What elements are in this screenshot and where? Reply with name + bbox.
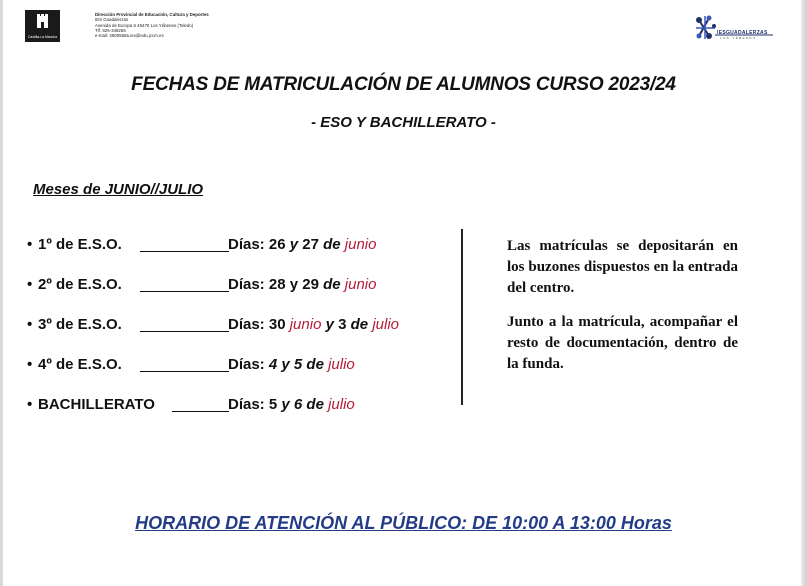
fill-line	[140, 356, 229, 372]
page-subtitle: - ESO Y BACHILLERATO -	[311, 114, 496, 131]
days-label: Días:	[228, 356, 265, 373]
preposition: de	[306, 396, 324, 413]
conjunction: y	[281, 396, 290, 413]
day-number: 3	[338, 316, 347, 333]
school-logo-subtitle: LOS YÉBENES	[720, 36, 757, 40]
month-name: junio	[344, 276, 377, 293]
preposition: de	[350, 316, 369, 333]
fill-line	[140, 236, 229, 252]
preposition: de	[323, 276, 341, 293]
conjunction: y	[289, 276, 299, 293]
school-info	[95, 12, 209, 38]
info-line: IES Guadalerzas	[95, 17, 129, 23]
bullet-icon: •	[27, 396, 33, 413]
month-name: junio	[344, 236, 377, 253]
day-number: 29	[302, 276, 319, 293]
preposition: de	[323, 236, 341, 253]
dates	[228, 356, 355, 373]
column-divider	[461, 229, 463, 405]
dates	[228, 316, 399, 333]
regional-logo-caption: Castilla-La Mancha	[27, 35, 58, 39]
school-logo-name: IESGUADALERZAS	[717, 30, 768, 36]
day-number: 5	[268, 396, 278, 413]
schedule-row	[27, 316, 447, 356]
dates	[228, 236, 376, 253]
info-line: e-mail: 45005555.ies@edu.jccm.es	[95, 33, 164, 39]
course-level: 1º de E.S.O.	[38, 236, 122, 253]
info-line: Dirección Provincial de Educación, Cultura y Deportes	[95, 12, 209, 17]
castle-icon	[34, 14, 51, 29]
day-number: 28	[268, 276, 286, 293]
preposition: de	[306, 356, 324, 373]
course-level: 3º de E.S.O.	[38, 316, 122, 333]
schedule-row	[27, 396, 447, 436]
fill-line	[172, 396, 229, 412]
bullet-icon: •	[27, 276, 33, 293]
days-label: Días:	[228, 316, 265, 333]
info-line: Tlf: 925-348265	[95, 27, 126, 33]
day-number: 6	[293, 396, 303, 413]
day-number: 30	[268, 316, 286, 333]
schedule-row	[27, 356, 447, 396]
regional-logo	[25, 10, 60, 42]
fill-line	[140, 276, 229, 292]
note-deposit: Las matrículas se depositarán en los buzones dispuestos en la entrada del centro.	[507, 238, 738, 296]
note-documents: Junto a la matrícula, acompañar el resto de documentación, dentro de la funda.	[507, 314, 738, 372]
dates	[228, 276, 376, 293]
month-name: julio	[328, 396, 355, 413]
dates	[228, 396, 355, 413]
days-label: Días:	[228, 396, 265, 413]
day-number: 5	[293, 356, 303, 373]
office-hours: HORARIO DE ATENCIÓN AL PÚBLICO: DE 10:00 A 13:00 Horas	[135, 513, 672, 533]
fill-line	[140, 316, 229, 332]
bullet-icon: •	[27, 236, 33, 253]
day-number: 27	[302, 236, 319, 253]
conjunction: y	[281, 356, 290, 373]
bullet-icon: •	[27, 356, 33, 373]
info-line: Avenida de Europa 6 45470 Los Yébenes (Toledo)	[95, 22, 194, 28]
month-name: julio	[372, 316, 399, 333]
page-title: FECHAS DE MATRICULACIÓN DE ALUMNOS CURSO 2023/24	[131, 74, 676, 95]
days-label: Días:	[228, 276, 265, 293]
course-level: 2º de E.S.O.	[38, 276, 122, 293]
course-level: 4º de E.S.O.	[38, 356, 122, 373]
month-name: julio	[328, 356, 355, 373]
day-number: 4	[268, 356, 278, 373]
month-name: junio	[289, 316, 322, 333]
days-label: Días:	[228, 236, 265, 253]
enrollment-schedule	[27, 236, 447, 436]
schedule-row	[27, 276, 447, 316]
bullet-icon: •	[27, 316, 33, 333]
conjunction: y	[325, 316, 334, 333]
day-number: 26	[268, 236, 286, 253]
months-heading: Meses de JUNIO//JULIO	[33, 181, 204, 198]
schedule-row	[27, 236, 447, 276]
course-level: BACHILLERATO	[38, 396, 155, 413]
conjunction: y	[289, 236, 299, 253]
